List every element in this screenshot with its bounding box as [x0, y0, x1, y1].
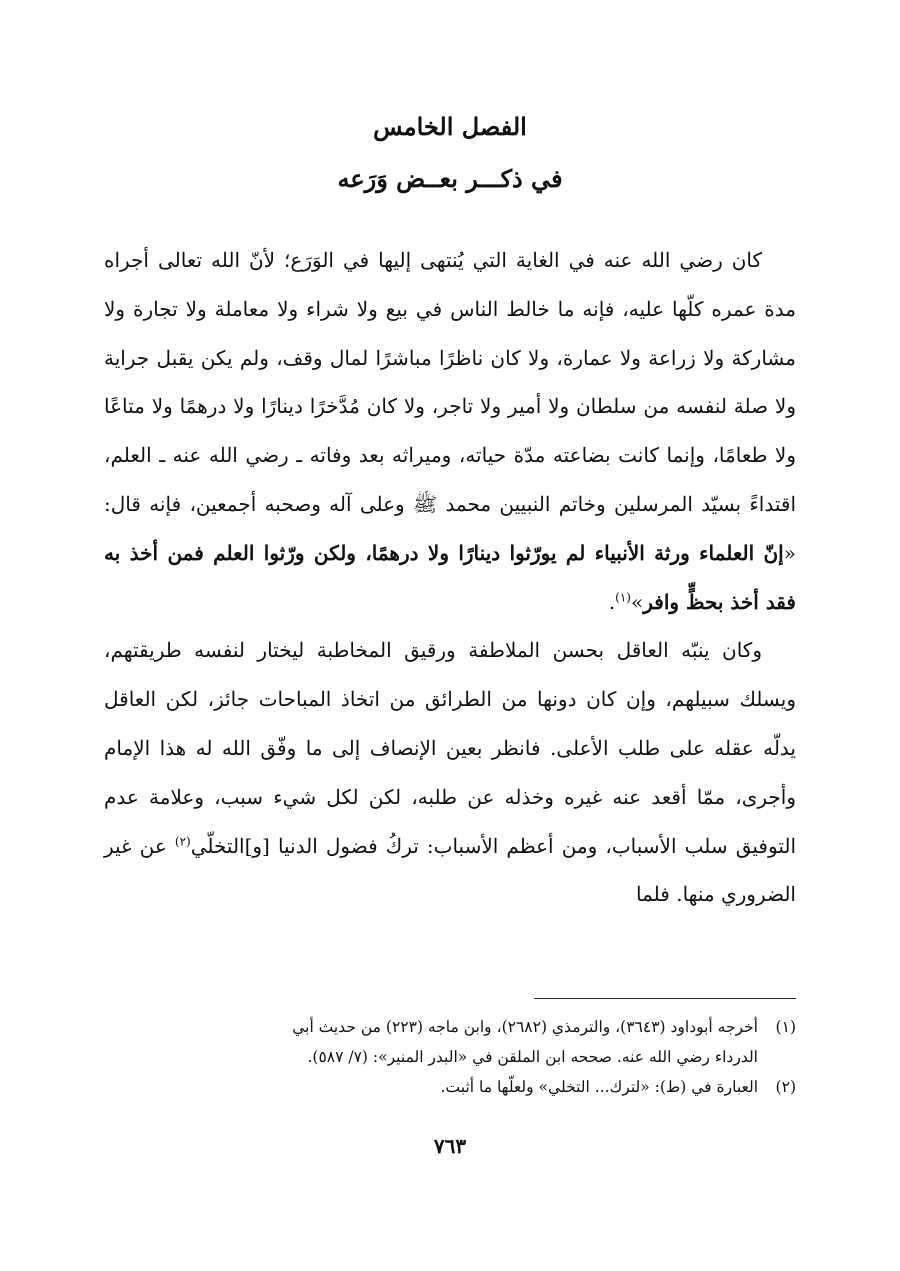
paragraph-2-end: عن غير الضروري منها. فلما	[104, 833, 796, 907]
hadith-quote: إنّ العلماء ورثة الأنبياء لم يورّثوا دينارًا ولا درهمًا، ولكن ورّثوا العلم فمن أخذ به فقد أخذ بحظٍّ وافر	[104, 540, 796, 614]
footnote-2-line-1: العبارة في (ط): «لترك... التخلي» ولعلّها ما أثبت.	[440, 1078, 758, 1096]
main-text	[104, 236, 796, 919]
footnote-1-number: (١)	[775, 1018, 796, 1036]
footnote-1-line-1: أخرجه أبوداود (٣٦٤٣)، والترمذي (٢٦٨٢)، وابن ماجه (٢٢٣) من حديث أبي	[292, 1018, 758, 1036]
paragraph-2-text: وكان ينبّه العاقل بحسن الملاطفة ورقيق المخاطبة ليختار لنفسه طريقتهم، ويسلك سبيلهم، وإن كان دونها من الطرائق من اتخاذ المباحات جائز، لكن العاقل يدلّه عقله على طلب الأعلى. فانظر بعين الإنصاف إلى ما وفّق الله له هذا الإمام وأجرى، ممّا أقعد عنه غيره وخذله عن طلبه، لكن لكل شيء سبب، وعلامة عدم التوفيق سلب الأسباب، ومن أعظم الأسباب: تركُ فضول الدنيا [و]التخلّي	[104, 638, 797, 858]
paragraph-1-text: كان رضي الله عنه في الغاية التي يُنتهى إليها في الوَرَع؛ لأنّ الله تعالى أجراه مدة عمره كلّها عليه، فإنه ما خالط الناس في بيع ولا شراء ولا معاملة ولا تجارة ولا مشاركة ولا زراعة ولا عمارة، ولا كان ناظرًا مباشرًا لمال وقف، ولم يكن يقبل جراية ولا صلة لنفسه من سلطان ولا أمير ولا تاجر، ولا كان مُدَّخرًا دينارًا ولا درهمًا ولا متاعًا ولا طعامًا، وإنما كانت بضاعته مدّة حياته، وميراثه بعد وفاته ـ رضي الله عنه ـ العلم، اقتداءً بسيّد المرسلين وخاتم النبيين محمد ﷺ وعلى آله وصحبه أجمعين، فإنه قال: «	[104, 248, 796, 565]
footnote-2-number: (٢)	[775, 1078, 796, 1096]
footnote-2	[104, 1072, 796, 1102]
footnote-1	[104, 1012, 796, 1042]
footnote-ref-1[interactable]: (١)	[615, 589, 631, 604]
quote-close: »	[630, 589, 644, 614]
footnote-ref-2[interactable]: (٢)	[174, 833, 191, 848]
footnotes	[104, 1012, 796, 1102]
paragraph-1	[104, 236, 796, 626]
chapter-subtitle: في ذكـــر بعــض وَرَعه	[337, 164, 563, 193]
footnote-1-continuation: الدرداء رضي الله عنه. صححه ابن الملقن في «البدر المنير»: (٧/ ٥٨٧).	[307, 1048, 758, 1066]
paragraph-1-end: .	[608, 589, 616, 614]
chapter-title: الفصل الخامس	[373, 112, 527, 141]
paragraph-2	[104, 626, 796, 919]
page-number: ٧٦٣	[433, 1134, 467, 1158]
footnote-divider	[534, 998, 796, 999]
